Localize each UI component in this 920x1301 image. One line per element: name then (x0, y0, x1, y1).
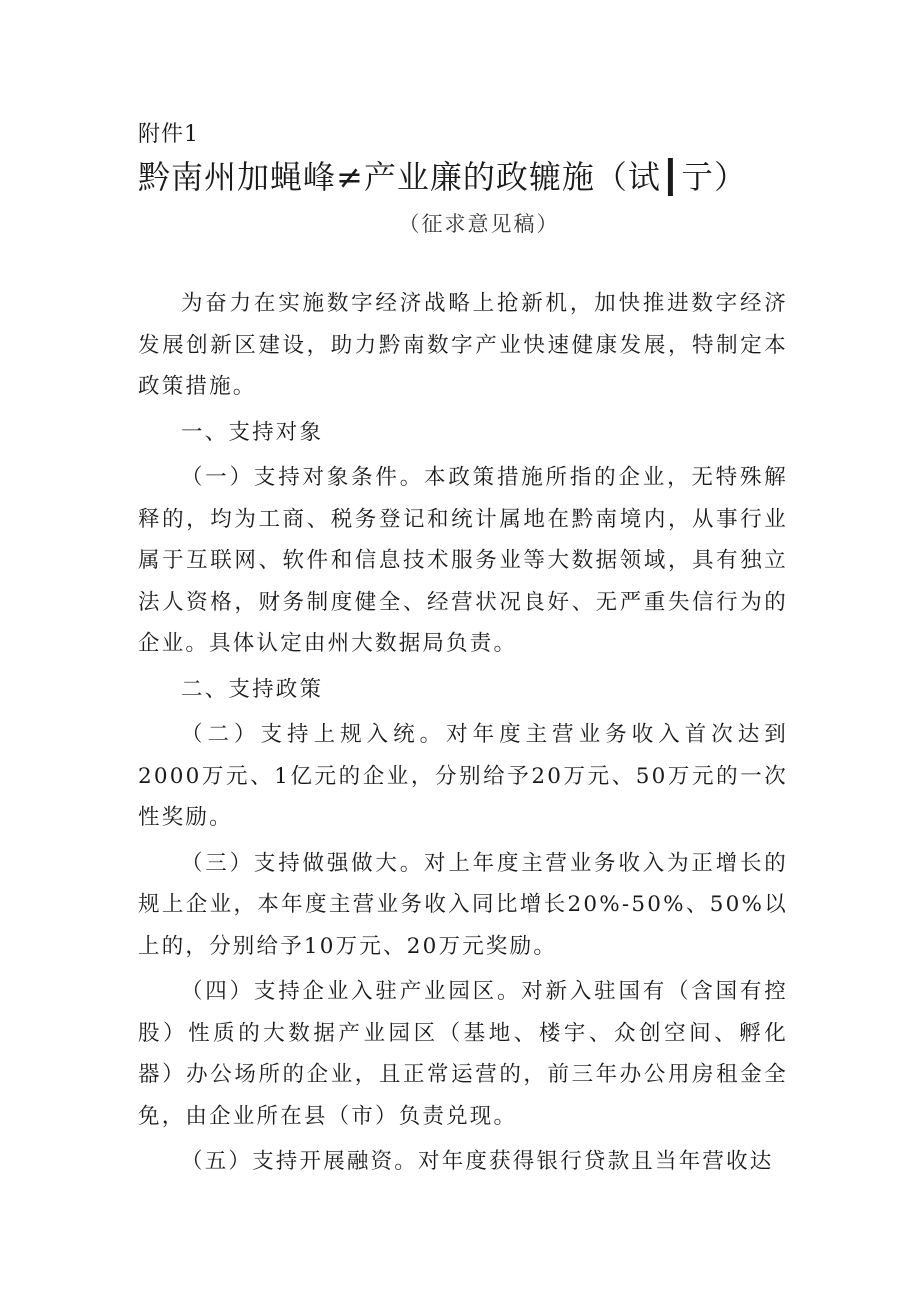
document-body (138, 283, 788, 1183)
section-heading-support-targets: 一、支持对象 (181, 419, 324, 445)
clause-2-paragraph: （二）支持上规入统。对年度主营业务收入首次达到2000万元、1亿元的企业，分别给予20万元、50万元的一次性奖励。 (138, 722, 788, 830)
intro-paragraph: 为奋力在实施数字经济战略上抢新机，加快推进数字经济发展创新区建设，助力黔南数字产业快速健康发展，特制定本政策措施。 (138, 291, 788, 399)
clause-5-paragraph: （五）支持开展融资。对年度获得银行贷款且当年营收达 (181, 1149, 774, 1174)
document-title: 黔南州加蝇峰≠产业廉的政辘施（试┃亍） (138, 158, 748, 196)
clause-3-paragraph: （三）支持做强做大。对上年度主营业务收入为正增长的规上企业，本年度主营业务收入同比增长20%-50%、50%以上的，分别给予10万元、20万元奖励。 (138, 850, 788, 959)
document-subtitle: （征求意见稿） (398, 212, 560, 236)
section-heading-support-policies: 二、支持政策 (181, 676, 324, 702)
clause-1-paragraph: （一）支持对象条件。本政策措施所指的企业，无特殊解释的，均为工商、税务登记和统计属地在黔南境内，从事行业属于互联网、软件和信息技术服务业等大数据领域，具有独立法人资格，财务制度健全、经营状况良好、无严重失信行为的企业。具体认定由州大数据局负责。 (138, 465, 788, 656)
clause-4-paragraph: （四）支持企业入驻产业园区。对新入驻国有（含国有控股）性质的大数据产业园区（基地、楼宇、众创空间、孵化器）办公场所的企业，且正常运营的，前三年办公用房租金全免，由企业所在县（市）负责兑现。 (138, 979, 788, 1129)
attachment-label: 附件1 (138, 122, 199, 147)
